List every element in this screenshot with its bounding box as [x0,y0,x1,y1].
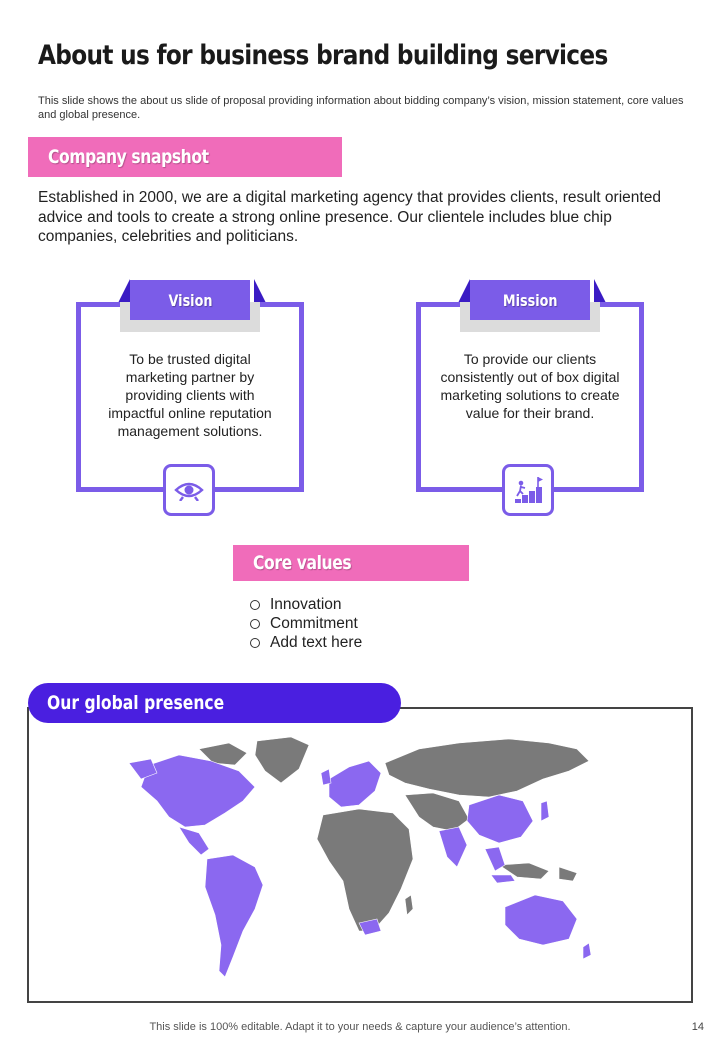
mission-tab [470,280,590,320]
core-values-heading-bar [233,545,469,581]
core-value-label: Commitment [270,615,358,632]
list-item [250,633,362,652]
vision-text: To be trusted digital marketing partner by providing clients with impactful online reputation management solutions. [108,351,272,439]
core-value-label: Add text here [270,634,363,651]
page-title: About us for business brand building services [38,40,608,71]
page-subtitle: This slide shows the about us slide of proposal providing information about bidding company’s vision, mission statement, core values and global presence. [38,95,684,121]
core-value-label: Innovation [270,596,342,613]
world-map [29,709,691,1001]
mission-icon-box [502,464,554,516]
bullet-icon [250,619,260,629]
global-presence-heading: Our global presence [47,692,225,714]
mission-text: To provide our clients consistently out of box digital marketing solutions to create value for their brand. [440,351,620,421]
world-map-frame [27,707,693,1003]
core-values-heading: Core values [253,552,352,574]
list-item [250,595,362,614]
company-snapshot-heading: Company snapshot [48,146,209,168]
company-snapshot-text: Established in 2000, we are a digital marketing agency that provides clients, result oriented advice and tools to create a strong online presence. Our clientele includes blue chip companies, celebrities and politicians. [38,189,661,245]
company-snapshot-heading-bar [28,137,342,177]
footer-note: This slide is 100% editable. Adapt it to your needs & capture your audience’s attention. [149,1021,571,1033]
vision-icon-box [163,464,215,516]
list-item [250,614,362,633]
vision-heading: Vision [167,290,212,310]
bullet-icon [250,600,260,610]
bullet-icon [250,638,260,648]
page-number: 14 [691,1021,704,1033]
climb-to-flag-icon [513,475,543,505]
mission-heading: Mission [502,290,558,310]
vision-tab [130,280,250,320]
eye-icon [174,479,204,501]
global-presence-heading-pill [28,683,401,723]
core-values-list [250,595,362,652]
